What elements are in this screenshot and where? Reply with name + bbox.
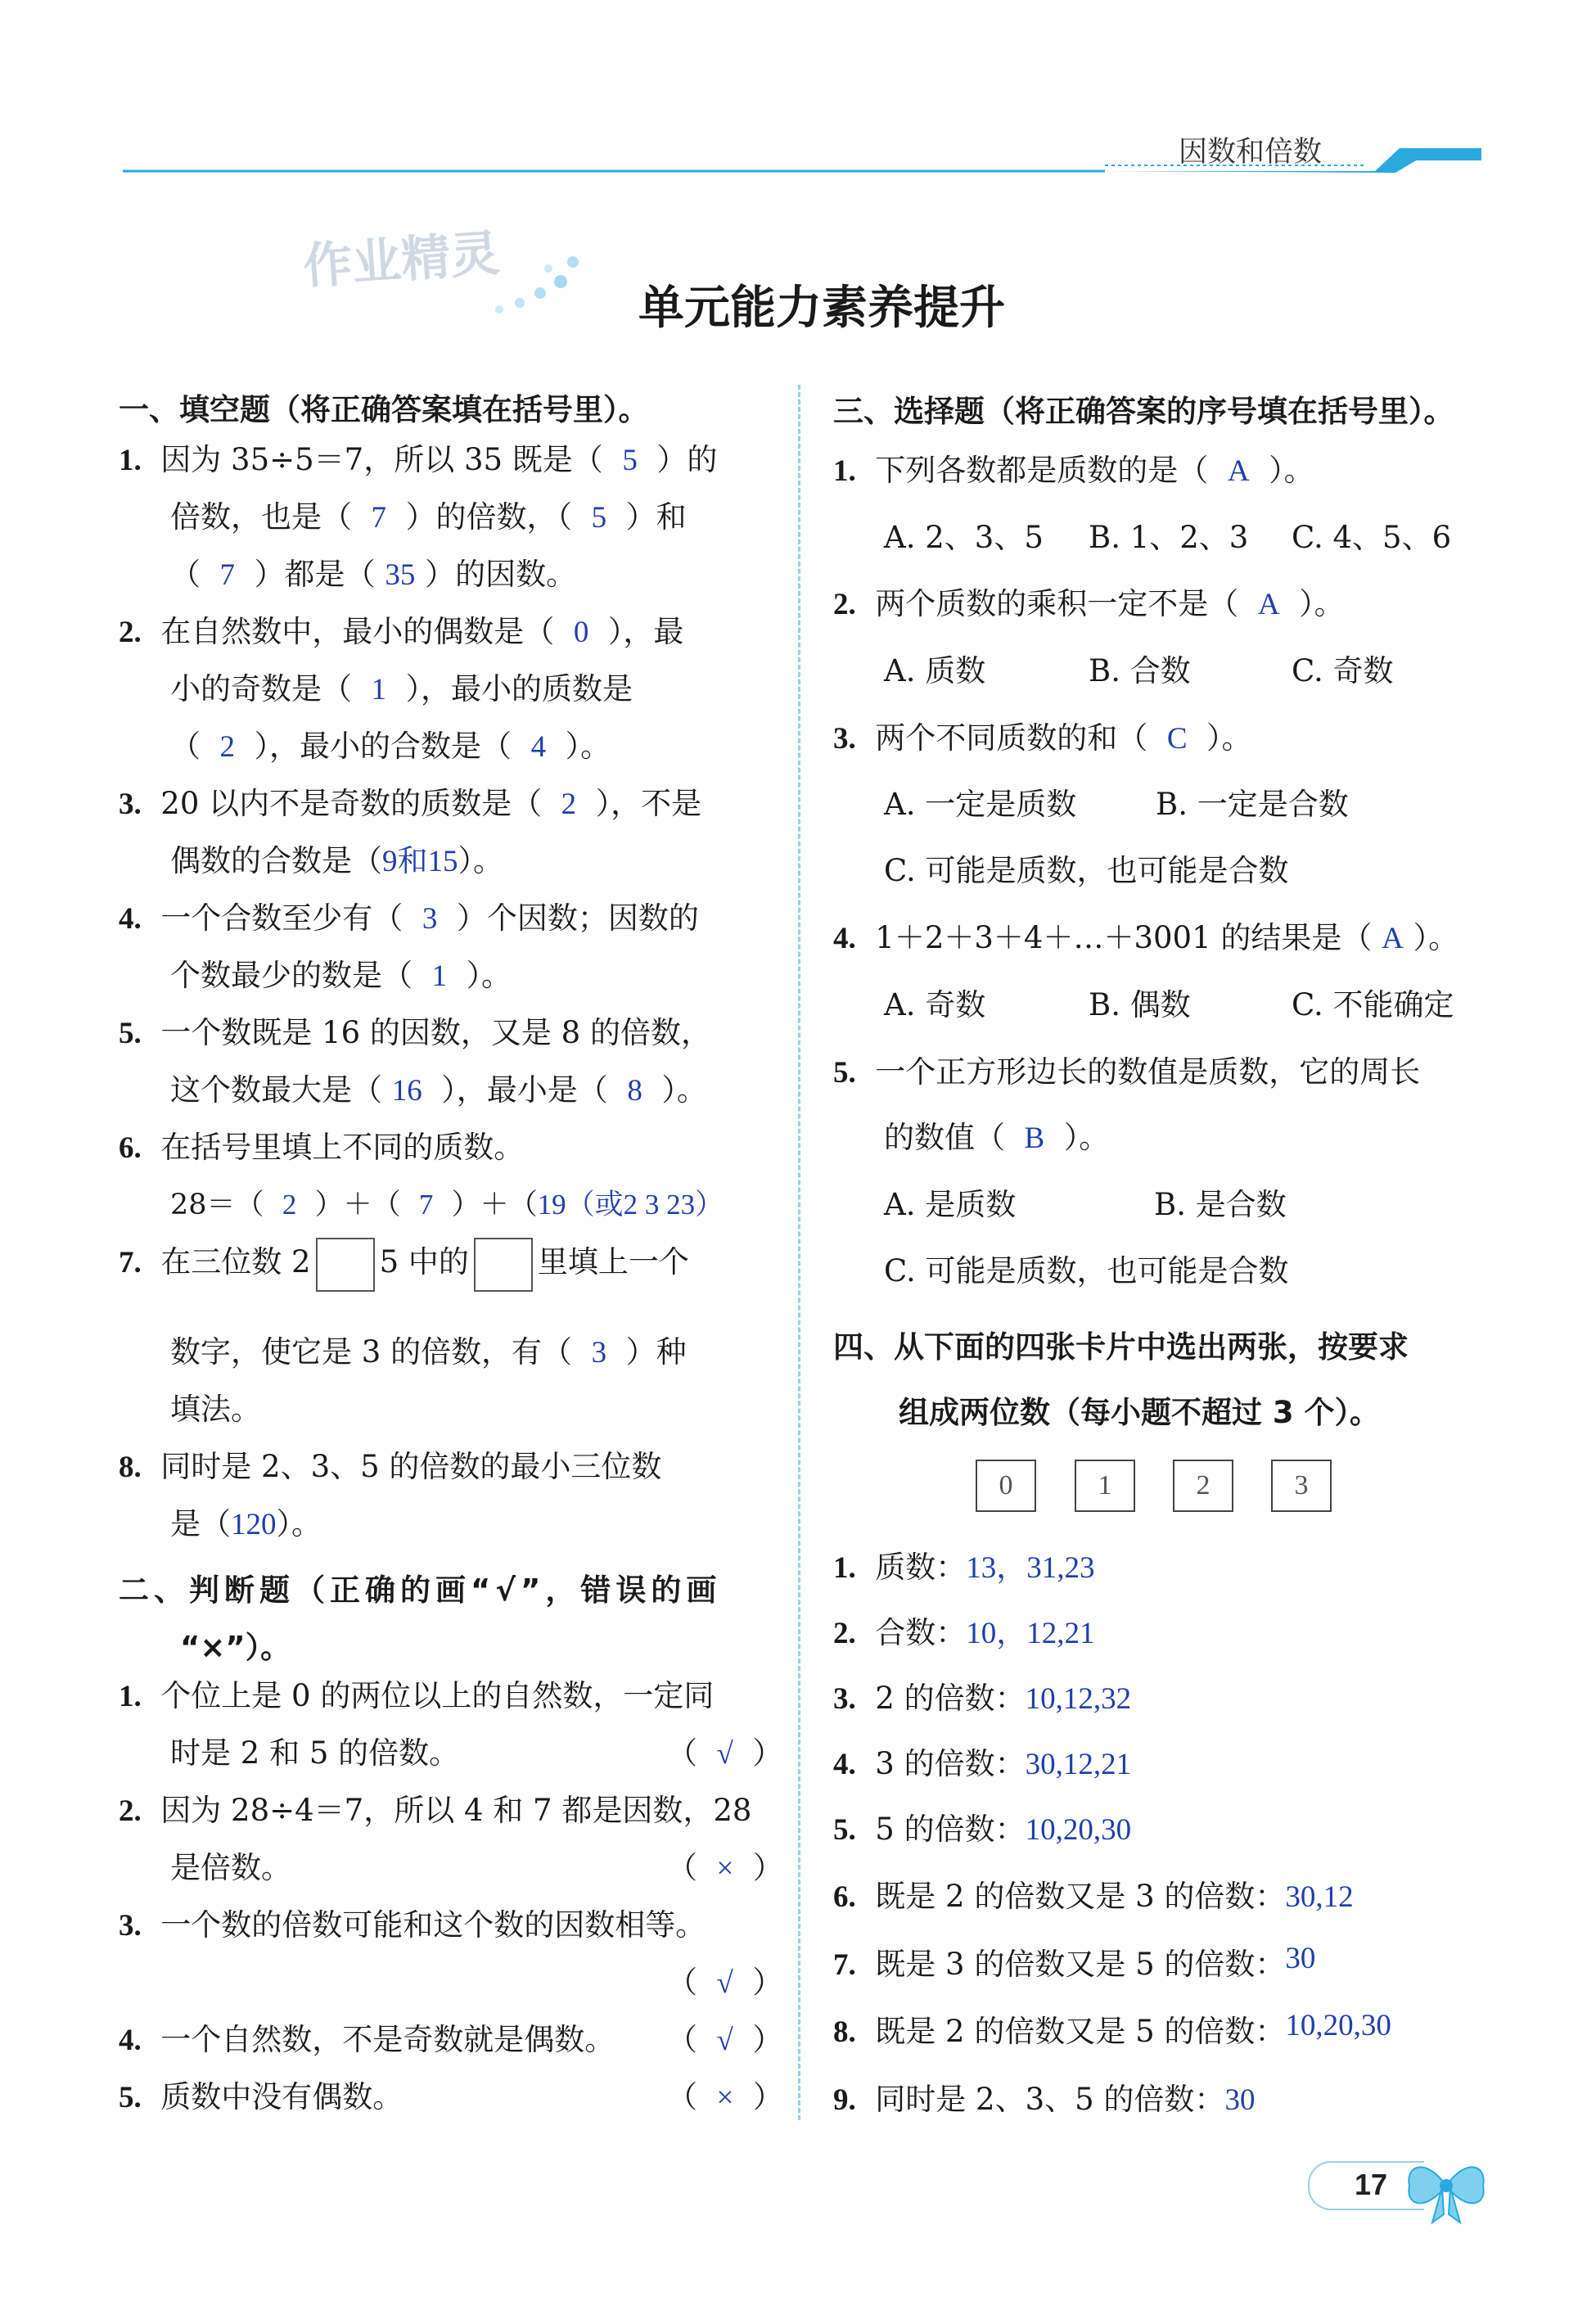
- question-text: 质数中没有偶数。: [160, 2079, 404, 2114]
- answer-mark: √: [716, 1737, 733, 1771]
- question-text: 28＝（: [170, 1189, 264, 1221]
- watermark-logo: 作业精灵: [301, 224, 502, 296]
- question-text: （: [170, 557, 201, 592]
- answer: 10,12,32: [1025, 1682, 1132, 1716]
- s2-item5-line1: [119, 2081, 403, 2114]
- section1-heading: 一、填空题（将正确答案填在括号里）。: [119, 392, 649, 427]
- item-label: 5 的倍数：: [875, 1812, 1026, 1847]
- question-text: 一个数既是 16 的因数，又是 8 的倍数，: [160, 1015, 711, 1050]
- item-label: 既是 2 的倍数又是 3 的倍数：: [875, 1879, 1286, 1914]
- s1-q2-line2: [170, 673, 633, 706]
- s1-q5-line1: [119, 1017, 711, 1050]
- question-text: ）的: [656, 442, 718, 477]
- question-text: 因为 35÷5＝7，所以 35 既是（: [160, 442, 603, 477]
- s3-q2-opt-c: C. 奇数: [1292, 653, 1394, 688]
- s1-q6-line2: [170, 1189, 724, 1221]
- question-number: 3.: [119, 787, 142, 821]
- question-text: 在括号里填上不同的质数。: [160, 1130, 525, 1165]
- question-text: 的数值（: [884, 1120, 1005, 1155]
- question-number: 1.: [833, 454, 856, 488]
- s1-q8-line2: [170, 1508, 322, 1541]
- s2-item5-answer: （ × ）: [667, 2079, 783, 2114]
- question-text: ）的倍数，（: [405, 499, 573, 535]
- question-text: 在三位数 2: [160, 1244, 311, 1279]
- question-number: 4.: [119, 2024, 142, 2057]
- answer: A: [1227, 454, 1250, 488]
- s3-q4-opt-a: A. 奇数: [884, 987, 986, 1022]
- item-label: 2 的倍数：: [875, 1681, 1026, 1716]
- s2-item2-line1: [119, 1794, 751, 1828]
- question-number: 1.: [119, 1680, 142, 1713]
- number-card: 3: [1271, 1460, 1332, 1512]
- page-title: 单元能力素养提升: [638, 281, 1005, 335]
- s4-item: [833, 2009, 1391, 2049]
- answer: 10,20,30: [1285, 2009, 1391, 2042]
- blank-box: [474, 1238, 533, 1292]
- s4-item: [833, 1813, 1131, 1847]
- s2-item3-line1: [119, 1909, 706, 1943]
- answer: 120: [231, 1508, 277, 1541]
- s3-q3-opt-b: B. 一定是合数: [1156, 787, 1349, 822]
- answer: 30,12: [1285, 1880, 1354, 1914]
- answer: 10,20,30: [1025, 1813, 1132, 1847]
- section4-heading-cont: 组成两位数（每小题不超过 3 个）。: [899, 1395, 1381, 1430]
- question-text: ）。: [466, 958, 512, 993]
- question-number: 8.: [833, 2015, 856, 2049]
- s1-q1-line3: [170, 558, 576, 592]
- s4-item: [833, 1942, 1316, 1982]
- answer: C: [1166, 722, 1188, 756]
- s3-q5-line2: [884, 1121, 1109, 1155]
- question-text: 是（: [170, 1506, 231, 1541]
- question-text: 里填上一个: [537, 1244, 689, 1279]
- answer: 1: [431, 959, 448, 993]
- header-chapter-label: 因数和倍数: [1179, 136, 1323, 169]
- s1-q8-line1: [119, 1451, 661, 1484]
- s3-q5-opt-a: A. 是质数: [884, 1187, 1017, 1222]
- question-number: 4.: [119, 902, 142, 936]
- s4-item: [833, 1748, 1131, 1781]
- decorative-dots: [483, 246, 589, 319]
- s3-q1-opt-a: A. 2、3、5: [884, 520, 1044, 555]
- question-text: ）。: [565, 729, 611, 764]
- s1-q1-line2: [170, 501, 687, 535]
- question-text: 下列各数都是质数的是（: [875, 453, 1209, 488]
- s3-q2: [833, 588, 1345, 621]
- question-text: 个位上是 0 的两位以上的自然数，一定同: [160, 1678, 715, 1713]
- s1-q7-line3: [170, 1393, 261, 1426]
- question-number: 5.: [119, 2081, 142, 2114]
- s3-q5-opt-c: C. 可能是质数，也可能是合数: [884, 1253, 1289, 1288]
- s1-q4-line1: [119, 902, 699, 936]
- s2-item1-line2: [170, 1737, 459, 1770]
- s3-q3-opt-a: A. 一定是质数: [884, 787, 1077, 822]
- answer: 5: [591, 501, 607, 535]
- question-text: ）。: [1413, 920, 1459, 955]
- question-text: ）。: [1206, 720, 1252, 756]
- answer: 30: [1224, 2083, 1256, 2117]
- s3-q1-opt-c: C. 4、5、6: [1292, 520, 1452, 555]
- question-number: 7.: [119, 1246, 142, 1279]
- question-text: ）。: [661, 1072, 707, 1108]
- question-text: 一个正方形边长的数值是质数，它的周长: [875, 1054, 1421, 1090]
- s3-q1: [833, 454, 1314, 488]
- answer: A: [1382, 922, 1404, 955]
- s2-item1-answer: （ √ ）: [667, 1735, 783, 1771]
- s3-q3: [833, 722, 1252, 756]
- item-label: 合数：: [875, 1615, 967, 1650]
- answer: 8: [627, 1074, 642, 1108]
- s1-q4-line2: [170, 959, 512, 993]
- question-number: 6.: [833, 1880, 856, 1914]
- question-number: 2.: [833, 1617, 856, 1650]
- answer: 7: [219, 558, 236, 592]
- answer: 2: [219, 730, 236, 764]
- question-text: 1＋2＋3＋4＋…＋3001 的结果是（: [875, 920, 1373, 955]
- answer: 16: [391, 1074, 422, 1108]
- answer-mark: ×: [716, 1852, 734, 1885]
- section2-heading-cont: “×”）。: [180, 1630, 291, 1665]
- question-text: ），最小的合数是（: [254, 729, 512, 764]
- question-number: 4.: [833, 1748, 856, 1781]
- s1-q7-line1: [119, 1234, 689, 1292]
- item-label: 质数：: [875, 1550, 967, 1585]
- question-number: 5.: [119, 1017, 142, 1050]
- question-text: 因为 28÷4＝7，所以 4 和 7 都是因数，28: [160, 1793, 752, 1828]
- answer: 7: [418, 1189, 434, 1221]
- answer: A: [1257, 588, 1280, 621]
- s2-item4-answer: （ √ ）: [667, 2022, 783, 2057]
- question-text: 是倍数。: [170, 1850, 291, 1885]
- question-number: 2.: [119, 1794, 142, 1828]
- s1-q3-line1: [119, 787, 701, 821]
- answer-mark: √: [716, 1966, 733, 2000]
- s1-q5-line2: [170, 1074, 707, 1108]
- question-text: 这个数最大是（: [170, 1072, 382, 1108]
- question-number: 1.: [833, 1551, 856, 1585]
- page-number: 17: [1355, 2168, 1388, 2201]
- section3-heading: 三、选择题（将正确答案的序号填在括号里）。: [833, 394, 1454, 429]
- s3-q4: [833, 922, 1458, 955]
- s4-item: [833, 1880, 1354, 1914]
- question-number: 7.: [833, 1948, 856, 1982]
- question-text: 小的奇数是（: [170, 671, 352, 706]
- answer: 5: [622, 444, 638, 477]
- question-text: ）。: [276, 1506, 322, 1541]
- answer: 2: [561, 787, 577, 821]
- question-text: 填法。: [170, 1392, 261, 1427]
- question-number: 6.: [119, 1131, 142, 1165]
- question-text: ）。: [1299, 586, 1345, 621]
- question-text: ）和: [625, 499, 687, 535]
- item-label: 既是 2 的倍数又是 5 的倍数：: [875, 2014, 1286, 2049]
- question-text: ），最小是（: [441, 1072, 608, 1108]
- question-text: 一个自然数，不是奇数就是偶数。: [160, 2022, 615, 2057]
- s3-q2-opt-b: B. 合数: [1089, 653, 1191, 688]
- s4-item: [833, 1617, 1095, 1650]
- question-number: 3.: [833, 722, 856, 756]
- s1-q3-line2: [170, 845, 503, 878]
- question-text: （: [170, 729, 201, 764]
- s1-q1-line1: [119, 444, 717, 477]
- question-number: 3.: [119, 1909, 142, 1943]
- question-text: ）。: [1063, 1120, 1110, 1155]
- question-text: 一个数的倍数可能和这个数的因数相等。: [160, 1907, 706, 1943]
- s2-item2-line2: [170, 1852, 291, 1884]
- answer: 35: [385, 558, 416, 592]
- question-text: 个数最少的数是（: [170, 958, 413, 993]
- question-text: 20 以内不是奇数的质数是（: [160, 786, 543, 821]
- answer: 30,12,21: [1025, 1748, 1132, 1781]
- question-text: 时是 2 和 5 的倍数。: [170, 1735, 460, 1771]
- s3-q4-opt-b: B. 偶数: [1089, 987, 1191, 1022]
- s3-q2-opt-a: A. 质数: [884, 653, 986, 688]
- s2-item4-line1: [119, 2024, 615, 2057]
- s4-item: [833, 1551, 1095, 1585]
- section2-heading: 二、判断题（正确的画“√”，错误的画: [119, 1573, 722, 1608]
- s1-q2-line3: [170, 730, 611, 764]
- answer: 10，12,21: [966, 1617, 1095, 1650]
- question-text: ）的因数。: [425, 557, 577, 592]
- item-label: 3 的倍数：: [875, 1746, 1026, 1781]
- s2-item2-answer: （ × ）: [667, 1850, 783, 1885]
- number-card: 2: [1173, 1460, 1233, 1512]
- answer-mark: √: [716, 2024, 733, 2057]
- s1-q2-line1: [119, 616, 683, 649]
- question-text: ）。: [458, 843, 503, 878]
- answer: 13，31,23: [966, 1551, 1095, 1585]
- question-text: ）。: [1269, 453, 1314, 488]
- question-text: ）都是（: [254, 557, 376, 592]
- question-text: ）个因数；因数的: [456, 900, 699, 936]
- question-text: 在自然数中，最小的偶数是（: [160, 614, 555, 649]
- question-number: 8.: [119, 1451, 142, 1484]
- question-text: 偶数的合数是（: [170, 843, 382, 878]
- question-text: ）＋（: [314, 1189, 401, 1221]
- question-number: 5.: [833, 1813, 856, 1847]
- s1-q6-line1: [119, 1131, 524, 1165]
- s3-q4-opt-c: C. 不能确定: [1292, 987, 1454, 1022]
- s3-q5-line1: [833, 1056, 1420, 1090]
- question-number: 5.: [833, 1056, 856, 1090]
- s2-item1-line1: [119, 1680, 714, 1713]
- s4-item: [833, 2083, 1255, 2117]
- number-card: 0: [976, 1460, 1036, 1512]
- s1-q7-line2: [170, 1336, 687, 1370]
- question-number: 1.: [119, 444, 142, 477]
- answer: 1: [371, 673, 387, 706]
- question-text: 一个合数至少有（: [160, 900, 404, 936]
- item-label: 同时是 2、3、5 的倍数：: [875, 2082, 1225, 2117]
- question-text: 5 中的: [379, 1244, 469, 1279]
- question-number: 2.: [833, 588, 856, 621]
- answer: B: [1024, 1121, 1045, 1155]
- question-text: ），最: [607, 614, 684, 649]
- s3-q5-opt-b: B. 是合数: [1154, 1187, 1287, 1222]
- question-text: 两个不同质数的和（: [875, 720, 1148, 756]
- answer: 0: [573, 616, 589, 649]
- question-text: 倍数，也是（: [170, 499, 352, 535]
- question-text: ）＋（: [451, 1189, 538, 1221]
- s2-item3-answer: （ √ ）: [667, 1965, 783, 2000]
- s3-q1-opt-b: B. 1、2、3: [1089, 520, 1249, 555]
- answer: 30: [1285, 1942, 1316, 1975]
- question-number: 2.: [119, 616, 142, 649]
- answer: 2: [282, 1189, 297, 1221]
- question-number: 4.: [833, 922, 856, 955]
- blank-box: [316, 1238, 375, 1292]
- answer-mark: ×: [716, 2081, 734, 2114]
- column-divider: [798, 385, 800, 2120]
- answer: 9和15: [382, 845, 458, 878]
- answer: 7: [371, 501, 387, 535]
- question-number: 3.: [833, 1682, 856, 1716]
- answer: 3: [591, 1336, 607, 1370]
- question-text: ），最小的质数是: [405, 671, 633, 706]
- bow-icon: [1401, 2153, 1491, 2227]
- question-text: 数字，使它是 3 的倍数，有（: [170, 1334, 573, 1370]
- answer: 4: [530, 730, 547, 764]
- question-number: 9.: [833, 2083, 856, 2117]
- answer: 3: [422, 902, 438, 936]
- item-label: 既是 3 的倍数又是 5 的倍数：: [875, 1947, 1286, 1982]
- question-text: ），不是: [595, 786, 702, 821]
- s4-item: [833, 1682, 1131, 1716]
- question-text: ）种: [625, 1334, 687, 1370]
- s3-q3-opt-c: C. 可能是质数，也可能是合数: [884, 853, 1289, 888]
- question-text: 两个质数的乘积一定不是（: [875, 586, 1239, 621]
- answer: 19（或2 3 23）: [537, 1189, 724, 1221]
- header-rule: [123, 144, 1481, 177]
- section4-heading: 四、从下面的四张卡片中选出两张，按要求: [833, 1329, 1409, 1365]
- question-text: 同时是 2、3、5 的倍数的最小三位数: [160, 1449, 662, 1484]
- number-card: 1: [1075, 1460, 1135, 1512]
